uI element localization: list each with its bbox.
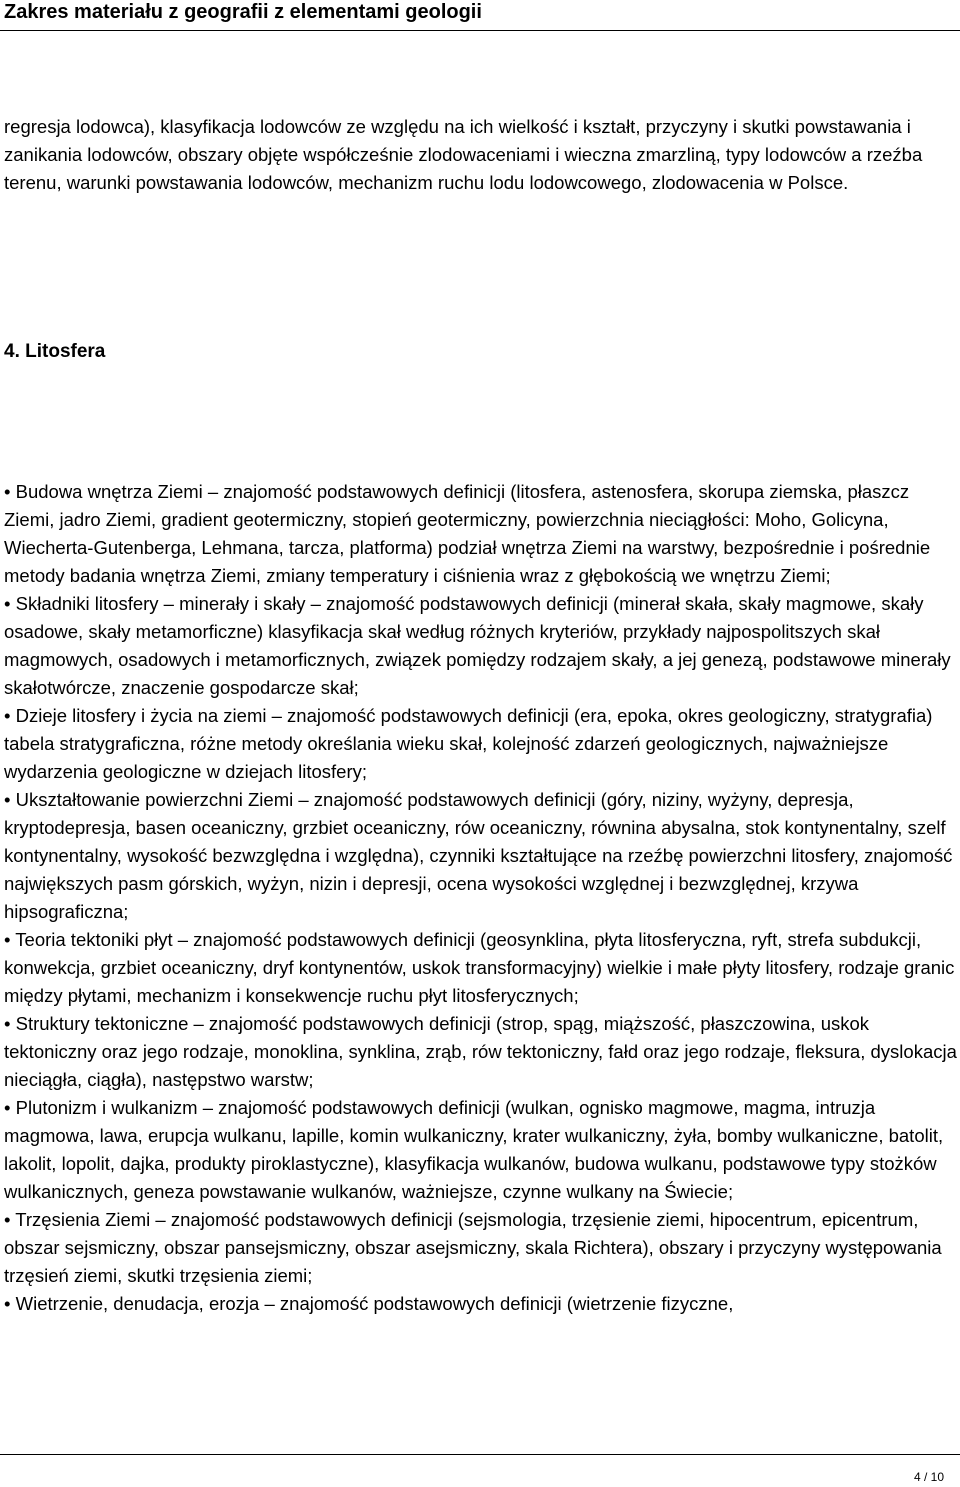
list-item: • Dzieje litosfery i życia na ziemi – znajomość podstawowych definicji (era, epoka, okres geologiczny, stratygrafia) tabela stratygraficzna, różne metody określania wieku skał, kolejność zdarzeń geologicznych, najważniejsze wydarzenia geologiczne w dziejach litosfery; (4, 705, 933, 782)
list-item: • Plutonizm i wulkanizm – znajomość podstawowych definicji (wulkan, ognisko magmowe, magma, intruzja magmowa, lawa, erupcja wulkanu, lapille, komin wulkaniczny, krater wulkaniczny, żyła, bomby wulkaniczne, batolit, lakolit, lopolit, dajka, produkty piroklastyczne), klasyfikacja wulkanów, budowa wulkanu, podstawowe typy stożków wulkanicznych, geneza powstawanie wulkanów, ważniejsze, czynne wulkany na Świecie; (4, 1097, 944, 1202)
list-item: • Trzęsienia Ziemi – znajomość podstawowych definicji (sejsmologia, trzęsienie ziemi, hipocentrum, epicentrum, obszar sejsmiczny, obszar pansejsmiczny, obszar asejsmiczny, skala Richtera), obszary i przyczyny występowania trzęsień ziemi, skutki trzęsienia ziemi; (4, 1209, 942, 1286)
footer-divider (0, 1454, 960, 1455)
header-divider (0, 30, 960, 31)
section-heading: 4. Litosfera (4, 341, 106, 362)
section-body (4, 478, 959, 1318)
document-title: Zakres materiału z geografii z elementami geologii (4, 1, 482, 23)
list-item: • Budowa wnętrza Ziemi – znajomość podstawowych definicji (litosfera, astenosfera, skorupa ziemska, płaszcz Ziemi, jadro Ziemi, gradient geotermiczny, stopień geotermiczny, powierzchnia nieciągłości: Moho, Golicyna, Wiecherta-Gutenberga, Lehmana, tarcza, platforma) podział wnętrza Ziemi na warstwy, bezpośrednie i pośrednie metody badania wnętrza Ziemi, zmiany temperatury i ciśnienia wraz z głębokością we wnętrzu Ziemi; (4, 481, 931, 586)
page-number: 4 / 10 (913, 1470, 944, 1484)
list-item: • Teoria tektoniki płyt – znajomość podstawowych definicji (geosynklina, płyta litosferyczna, ryft, strefa subdukcji, konwekcja, grzbiet oceaniczny, dryf kontynentów, uskok transformacyjny) wielkie i małe płyty litosfery, rodzaje granic między płytami, mechanizm i konsekwencje ruchu płyt litosferycznych; (4, 929, 955, 1006)
list-item: • Składniki litosfery – minerały i skały – znajomość podstawowych definicji (minerał skała, skały magmowe, skały osadowe, skały metamorficzne) klasyfikacja skał według różnych kryteriów, przykłady najpospolitszych skał magmowych, osadowych i metamorficznych, związek pomiędzy rodzajem skały, a jej genezą, podstawowe minerały skałotwórcze, znaczenie gospodarcze skał; (4, 593, 951, 698)
list-item: • Ukształtowanie powierzchni Ziemi – znajomość podstawowych definicji (góry, niziny, wyżyny, depresja, kryptodepresja, basen oceaniczny, grzbiet oceaniczny, rów oceaniczny, równina abysalna, stok kontynentalny, szelf kontynentalny, wysokość bezwzględna i względna), czynniki kształtujące na rzeźbę powierzchni litosfery, znajomość największych pasm górskich, wyżyn, nizin i depresji, ocena wysokości względnej i bezwzględnej, krzywa hipsograficzna; (4, 789, 953, 922)
list-item: • Struktury tektoniczne – znajomość podstawowych definicji (strop, spąg, miąższość, płaszczowina, uskok tektoniczny oraz jego rodzaje, monoklina, synklina, zrąb, rów tektoniczny, fałd oraz jego rodzaje, fleksura, dyslokacja nieciągła, ciągła), następstwo warstw; (4, 1013, 957, 1090)
intro-paragraph: regresja lodowca), klasyfikacja lodowców ze względu na ich wielkość i kształt, przyczyny i skutki powstawania i zanikania lodowców, obszary objęte współcześnie zlodowaceniami i wieczna zmarzliną, typy lodowców a rzeźba terenu, warunki powstawania lodowców, mechanizm ruchu lodu lodowcowego, zlodowacenia w Polsce. (4, 116, 923, 193)
list-item: • Wietrzenie, denudacja, erozja – znajomość podstawowych definicji (wietrzenie fizyczne, (4, 1293, 734, 1314)
